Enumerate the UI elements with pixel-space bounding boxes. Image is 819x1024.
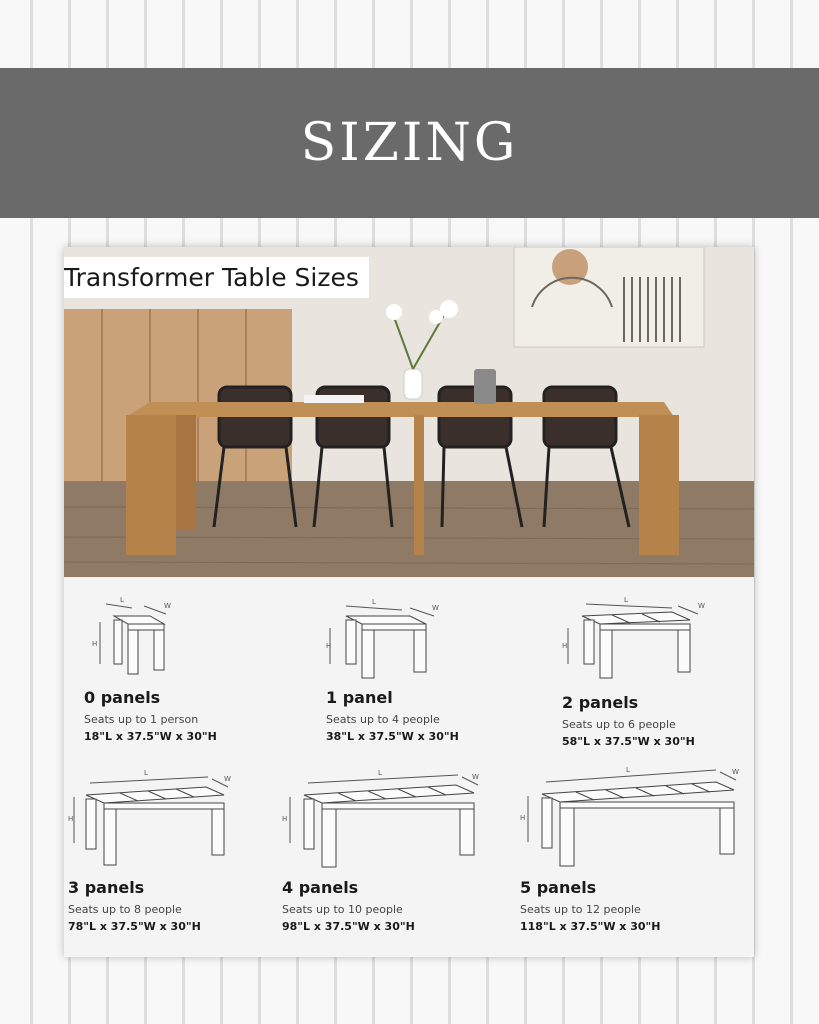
- size-item-2-panels: [562, 592, 742, 748]
- size-name: 0 panels: [84, 688, 161, 707]
- height-label: H: [68, 815, 74, 823]
- dimensions: 98"L x 37.5"W x 30"H: [282, 920, 415, 933]
- height-label: H: [282, 815, 288, 823]
- seating-capacity: Seats up to 4 people: [326, 713, 440, 726]
- size-chart-card: [64, 247, 754, 957]
- size-item-3-panels: [68, 767, 268, 933]
- seating-capacity: Seats up to 6 people: [562, 718, 676, 731]
- table-diagram-2-panels: [562, 592, 722, 687]
- width-label: W: [732, 768, 739, 776]
- length-label: L: [624, 596, 628, 604]
- seating-capacity: Seats up to 10 people: [282, 903, 403, 916]
- seating-capacity: Seats up to 8 people: [68, 903, 182, 916]
- table-diagram-5-panels: [520, 762, 750, 872]
- page-title: SIZING: [300, 113, 519, 173]
- width-label: W: [224, 775, 231, 783]
- size-name: 5 panels: [520, 878, 597, 897]
- chart-title: Transformer Table Sizes: [64, 257, 369, 298]
- table-diagram-4-panels: [282, 767, 492, 872]
- height-label: H: [520, 814, 526, 822]
- length-label: L: [372, 598, 376, 606]
- size-name: 2 panels: [562, 693, 639, 712]
- size-name: 3 panels: [68, 878, 145, 897]
- size-item-0-panels: [84, 592, 264, 743]
- table-diagram-0-panels: [84, 592, 194, 682]
- dimensions: 58"L x 37.5"W x 30"H: [562, 735, 695, 748]
- height-label: H: [326, 642, 332, 650]
- table-diagram-1-panel: [326, 592, 466, 682]
- seating-capacity: Seats up to 12 people: [520, 903, 641, 916]
- length-label: L: [378, 769, 382, 777]
- width-label: W: [432, 604, 439, 612]
- dimensions: 18"L x 37.5"W x 30"H: [84, 730, 217, 743]
- size-item-1-panel: [326, 592, 506, 743]
- dining-room-photo: [64, 247, 754, 577]
- size-name: 1 panel: [326, 688, 393, 707]
- dimensions: 38"L x 37.5"W x 30"H: [326, 730, 459, 743]
- size-item-5-panels: [520, 762, 750, 933]
- dimensions: 118"L x 37.5"W x 30"H: [520, 920, 661, 933]
- height-label: H: [562, 642, 568, 650]
- length-label: L: [120, 596, 124, 604]
- size-name: 4 panels: [282, 878, 359, 897]
- table-diagram-3-panels: [68, 767, 238, 872]
- dimensions: 78"L x 37.5"W x 30"H: [68, 920, 201, 933]
- size-item-4-panels: [282, 767, 502, 933]
- width-label: W: [472, 773, 479, 781]
- length-label: L: [144, 769, 148, 777]
- height-label: H: [92, 640, 98, 648]
- header-banner: [0, 68, 819, 218]
- seating-capacity: Seats up to 1 person: [84, 713, 199, 726]
- width-label: W: [698, 602, 705, 610]
- length-label: L: [626, 766, 630, 774]
- width-label: W: [164, 602, 171, 610]
